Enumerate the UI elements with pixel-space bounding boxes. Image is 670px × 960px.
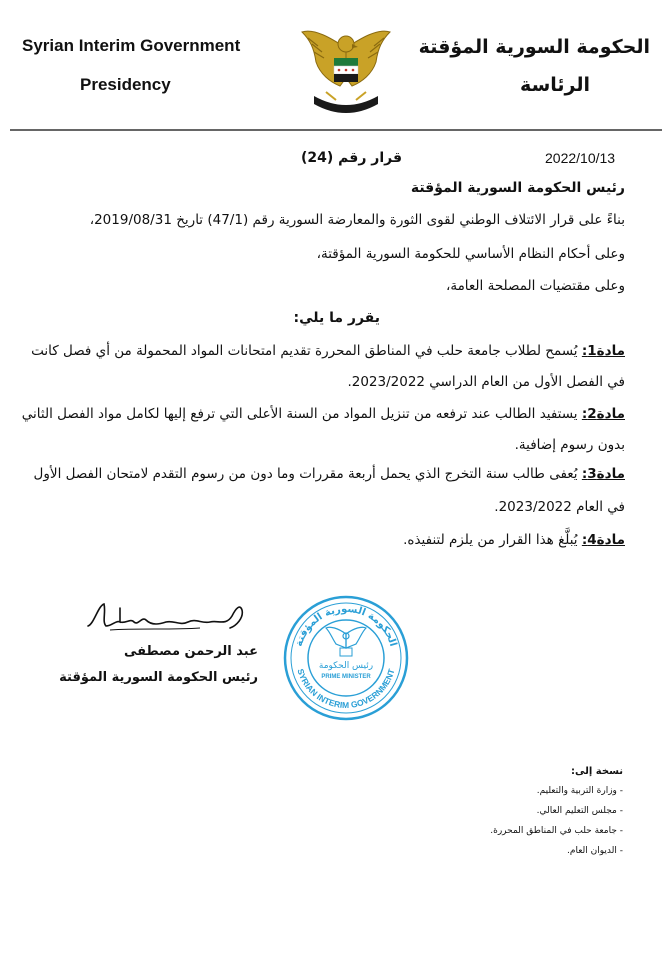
copy-recipient: - الديوان العام. — [567, 846, 623, 856]
article-2-text: يستفيد الطالب عند ترفعه من تنزيل المواد من السنة الأعلى التي ترفع إليها لكامل مواد الفصل الثاني — [21, 406, 578, 422]
header-divider — [10, 129, 662, 131]
copy-recipient-text: جامعة حلب في المناطق المحررة. — [490, 826, 617, 836]
article-2-continuation: بدون رسوم إضافية. — [514, 437, 625, 453]
letterhead-english-name: Syrian Interim Government — [22, 36, 241, 55]
copy-recipient: - مجلس التعليم العالي. — [536, 806, 623, 816]
article-1 — [31, 343, 625, 359]
stamp-center-english: PRIME MINISTER — [321, 674, 371, 680]
article-4 — [403, 532, 625, 548]
official-stamp-icon — [282, 594, 410, 722]
preamble-line-3: وعلى مقتضيات المصلحة العامة، — [445, 278, 625, 294]
issuer-title: رئيس الحكومة السورية المؤقتة — [410, 180, 625, 196]
letterhead-arabic-department: الرئاسة — [520, 74, 590, 96]
decision-number: قرار رقم (24) — [301, 150, 402, 166]
copies-heading: نسخة إلى: — [571, 766, 623, 777]
article-1-label: مادة1: — [581, 343, 625, 359]
article-3 — [34, 466, 625, 482]
article-3-continuation: في العام 2023/2022. — [494, 499, 625, 515]
document-date: 2022/10/13 — [545, 150, 616, 166]
decides-heading: يقرر ما يلي: — [293, 310, 380, 326]
article-4-label: مادة4: — [581, 532, 625, 548]
copy-recipient-text: وزارة التربية والتعليم. — [536, 786, 617, 796]
stamp-english-ring: SYRIAN INTERIM GOVERNMENT — [295, 667, 397, 711]
signatory-title: رئيس الحكومة السورية المؤقتة — [59, 670, 258, 685]
copy-recipient-text: مجلس التعليم العالي. — [536, 806, 617, 816]
eagle-emblem-icon — [296, 18, 396, 126]
copy-recipient: - جامعة حلب في المناطق المحررة. — [490, 826, 623, 836]
letterhead-english-department: Presidency — [80, 75, 171, 94]
copy-recipient: - وزارة التربية والتعليم. — [536, 786, 623, 796]
letterhead-arabic-name: الحكومة السورية المؤقتة — [418, 36, 650, 58]
article-3-label: مادة3: — [581, 466, 625, 482]
stamp-center-arabic: رئيس الحكومة — [318, 661, 374, 671]
article-2-label: مادة2: — [581, 406, 625, 422]
article-2 — [22, 406, 625, 422]
article-1-continuation: في الفصل الأول من العام الدراسي 2023/2022. — [347, 374, 625, 390]
article-1-text: يُسمح لطلاب جامعة حلب في المناطق المحررة تقديم امتحانات المواد المحمولة من أي فصل كانت — [31, 343, 578, 359]
signatory-name: عبد الرحمن مصطفى — [124, 644, 258, 659]
article-4-text: يُبلَّغ هذا القرار من يلزم لتنفيذه. — [403, 532, 578, 548]
copy-recipient-text: الديوان العام. — [567, 846, 617, 856]
stamp-arabic-ring: الحكومة السورية المؤقتة — [293, 603, 399, 648]
preamble-line-2: وعلى أحكام النظام الأساسي للحكومة السورية المؤقتة، — [316, 246, 625, 262]
preamble-line-1: بناءً على قرار الائتلاف الوطني لقوى الثورة والمعارضة السورية رقم (47/1) تاريخ 2019/08/31، — [89, 212, 625, 228]
article-3-text: يُعفى طالب سنة التخرج الذي يحمل أربعة مقررات وما دون من رسوم التقدم لامتحان الفصل الأول — [33, 466, 578, 482]
handwritten-signature-icon — [80, 596, 270, 640]
